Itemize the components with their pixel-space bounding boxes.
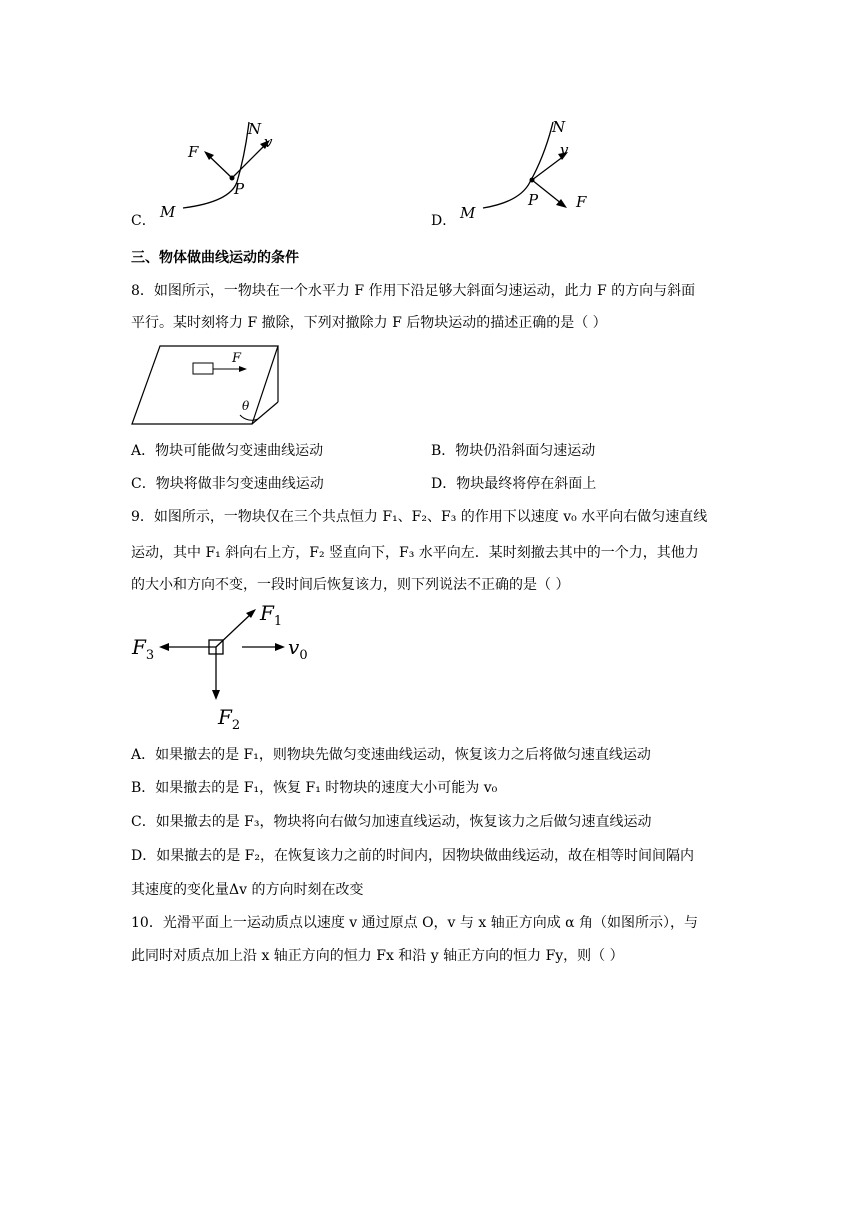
q9-line-1: 9．如图所示，一物块仅在三个共点恒力 F₁、F₂、F₃ 的作用下以速度 v₀ 水平向右做匀速直线 bbox=[131, 509, 708, 525]
label-n: N bbox=[552, 118, 566, 136]
q9-line-2: 运动，其中 F₁ 斜向右上方，F₂ 竖直向下，F₃ 水平向左．某时刻撤去其中的一个力，其他力 bbox=[131, 545, 699, 561]
option-d-label: D． bbox=[431, 213, 457, 229]
q8-option-a: A．物块可能做匀变速曲线运动 bbox=[131, 443, 324, 459]
label-p: P bbox=[528, 191, 539, 209]
figure-option-c bbox=[150, 110, 290, 220]
label-theta: θ bbox=[242, 399, 250, 413]
q8-option-b: B．物块仍沿斜面匀速运动 bbox=[431, 443, 596, 459]
label-p: P bbox=[234, 180, 245, 198]
q9-option-c: C．如果撤去的是 F₃，物块将向右做匀加速直线运动，恢复该力之后做匀速直线运动 bbox=[131, 814, 652, 830]
q9-option-d-line-1: D．如果撤去的是 F₂，在恢复该力之前的时间内，因物块做曲线运动，故在相等时间间隔内 bbox=[131, 848, 694, 864]
figure-incline bbox=[128, 340, 288, 430]
label-f: F bbox=[576, 193, 587, 211]
label-n: N bbox=[248, 120, 262, 138]
figure-forces bbox=[128, 598, 328, 733]
label-f: F bbox=[232, 351, 242, 366]
label-v: v bbox=[264, 133, 273, 151]
label-f2: $F_2$ bbox=[218, 705, 241, 733]
q10-line-1: 10．光滑平面上一运动质点以速度 v 通过原点 O，v 与 x 轴正方向成 α 角（如图所示），与 bbox=[131, 915, 699, 931]
q9-option-a: A．如果撤去的是 F₁，则物块先做匀变速曲线运动，恢复该力之后将做匀速直线运动 bbox=[131, 747, 651, 763]
label-m: M bbox=[460, 204, 476, 220]
label-f: F bbox=[188, 143, 199, 161]
label-v0: $v_0$ bbox=[288, 635, 308, 663]
label-m: M bbox=[160, 203, 176, 220]
q8-option-d: D．物块最终将停在斜面上 bbox=[431, 476, 597, 492]
q9-line-3: 的大小和方向不变，一段时间后恢复该力，则下列说法不正确的是（ ） bbox=[131, 577, 570, 593]
q8-line-2: 平行。某时刻将力 F 撤除，下列对撤除力 F 后物块运动的描述正确的是（ ） bbox=[131, 315, 607, 331]
section-title: 三、物体做曲线运动的条件 bbox=[131, 250, 299, 266]
label-v: v bbox=[560, 141, 569, 159]
label-f1: $F_1$ bbox=[260, 601, 283, 629]
q9-option-b: B．如果撤去的是 F₁，恢复 F₁ 时物块的速度大小可能为 v₀ bbox=[131, 780, 498, 796]
q8-option-c: C．物块将做非匀变速曲线运动 bbox=[131, 476, 324, 492]
label-f3: $F_3$ bbox=[132, 635, 155, 663]
q9-option-d-line-2: 其速度的变化量Δv 的方向时刻在改变 bbox=[131, 882, 364, 898]
q8-line-1: 8．如图所示，一物块在一个水平力 F 作用下沿足够大斜面匀速运动，此力 F 的方向与斜面 bbox=[131, 283, 696, 299]
q10-line-2: 此同时对质点加上沿 x 轴正方向的恒力 Fx 和沿 y 轴正方向的恒力 Fy，则（ ） bbox=[131, 948, 624, 964]
figure-option-d bbox=[450, 110, 600, 220]
option-c-label: C． bbox=[131, 213, 156, 229]
